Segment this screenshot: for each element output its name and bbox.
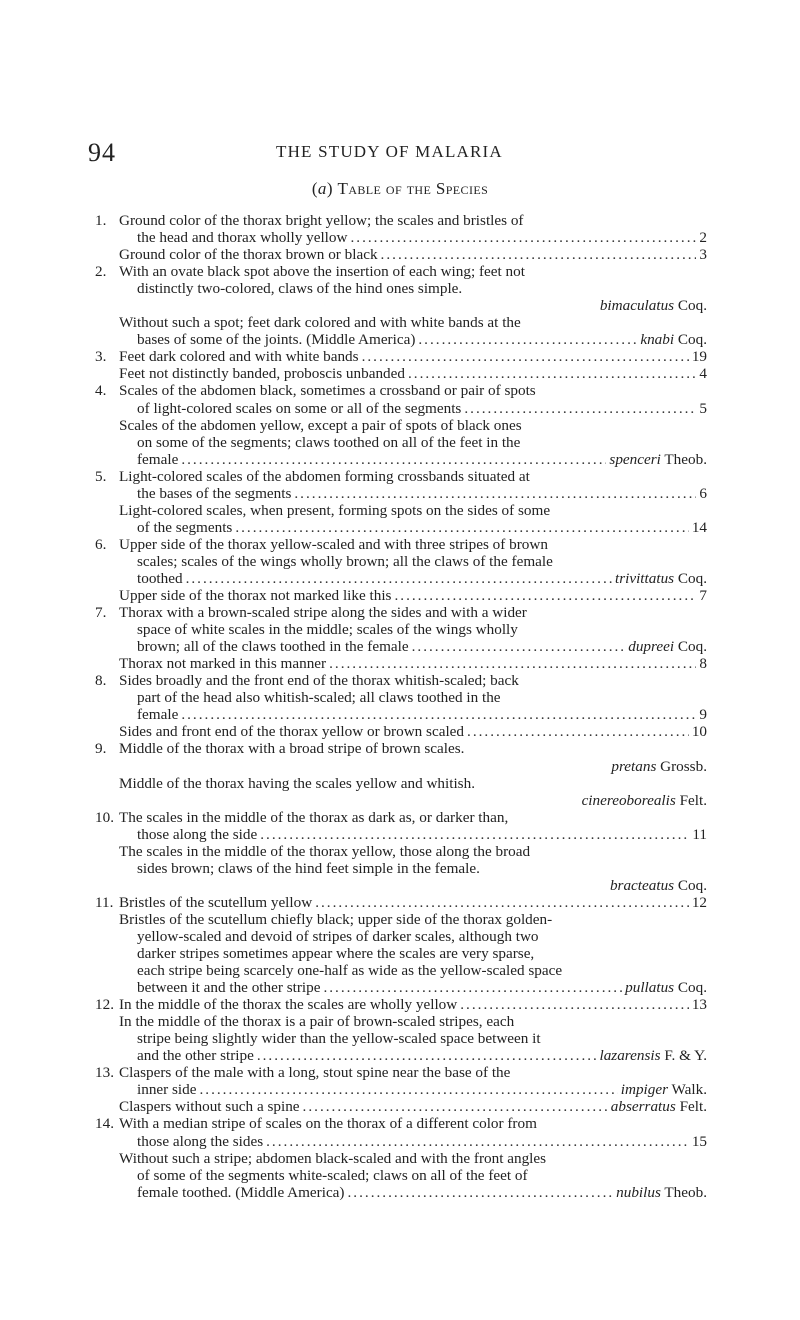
entry-text: space of white scales in the middle; scales of the wings wholly	[137, 621, 518, 639]
leader-line: those along the side ..... 11	[119, 826, 707, 843]
key-entry-9	[95, 740, 707, 808]
leader-line: the head and thorax wholly yellow ..... 2	[119, 229, 707, 246]
entry-text: Light-colored scales of the abdomen forming crossbands situated at	[119, 467, 530, 485]
leader-line: inner side ..... impiger Walk.	[119, 1081, 707, 1098]
couplet-reference: 5	[699, 399, 707, 417]
leader-line: bases of some of the joints. (Middle America) ..... knabi Coq.	[119, 331, 707, 348]
leader-line: those along the sides ..... 15	[119, 1133, 707, 1150]
entry-text-alt: Without such a stripe; abdomen black-scaled and with the front angles	[119, 1149, 547, 1167]
key-entry-10	[95, 809, 707, 894]
entry-text: Middle of the thorax with a broad stripe of brown scales.	[119, 740, 465, 758]
leader-line: of light-colored scales on some or all of the segments ..... 5	[119, 400, 707, 417]
entry-number: 3.	[95, 348, 107, 366]
key-entry-8	[95, 672, 707, 740]
leader-line: the bases of the segments ..... 6	[119, 485, 707, 502]
entry-number: 9.	[95, 740, 107, 758]
couplet-reference: 15	[691, 1132, 707, 1150]
leader-line-alt: Upper side of the thorax not marked like this ..... 7	[119, 587, 707, 604]
entry-text-alt: on some of the segments; claws toothed on all of the feet in the	[137, 433, 521, 451]
leader-line: Feet dark colored and with white bands ..... 19	[119, 348, 707, 365]
entry-text-alt: yellow-scaled and devoid of stripes of darker scales, although two	[137, 927, 539, 945]
couplet-reference: 12	[691, 893, 707, 911]
key-entry-6	[95, 536, 707, 604]
entry-number: 7.	[95, 604, 107, 622]
entry-text-alt: of some of the segments white-scaled; claws on all of the feet of	[137, 1166, 528, 1184]
key-entry-1	[95, 212, 707, 263]
couplet-reference: 4	[699, 365, 707, 383]
section-title-label: Table of the Species	[337, 179, 489, 198]
entry-text: Thorax with a brown-scaled stripe along the sides and with a wider	[119, 604, 527, 622]
key-entry-7	[95, 604, 707, 672]
couplet-reference: 14	[691, 518, 707, 536]
leader-line: In the middle of the thorax the scales are wholly yellow ..... 13	[119, 996, 707, 1013]
species-name: abserratus Felt.	[610, 1098, 707, 1116]
leader-line: Bristles of the scutellum yellow ..... 12	[119, 894, 707, 911]
leader-line-alt: Thorax not marked in this manner ..... 8	[119, 655, 707, 672]
couplet-reference: 7	[699, 587, 707, 605]
couplet-reference: 19	[691, 348, 707, 366]
entry-text-alt: In the middle of the thorax is a pair of brown-scaled stripes, each	[119, 1013, 515, 1031]
entry-text-alt: The scales in the middle of the thorax yellow, those along the broad	[119, 842, 531, 860]
leader-line-alt: Claspers without such a spine ..... abserratus Felt.	[119, 1098, 707, 1115]
entry-text: With a median stripe of scales on the thorax of a different color from	[119, 1115, 537, 1133]
species-name: impiger Walk.	[620, 1081, 707, 1099]
species-name: spenceri Theob.	[609, 450, 707, 468]
entry-text: distinctly two-colored, claws of the hind ones simple.	[137, 280, 463, 298]
entry-text: part of the head also whitish-scaled; all claws toothed in the	[137, 689, 501, 707]
entry-text-alt: each stripe being scarcely one-half as wide as the yellow-scaled space	[137, 962, 563, 980]
entry-number: 2.	[95, 263, 107, 281]
leader-line-alt: Feet not distinctly banded, proboscis unbanded ..... 4	[119, 365, 707, 382]
entry-text: scales; scales of the wings wholly brown; all the claws of the female	[137, 552, 553, 570]
section-title-prefix: (a)	[311, 179, 338, 198]
key-entry-4	[95, 382, 707, 467]
species-name: bracteatus Coq.	[609, 876, 707, 894]
leader-line: toothed ..... trivittatus Coq.	[119, 570, 707, 587]
entry-text-alt: Without such a spot; feet dark colored and with white bands at the	[119, 314, 521, 332]
entry-number: 11.	[95, 893, 114, 911]
page-number: 94	[88, 138, 116, 167]
entry-text-alt: sides brown; claws of the hind feet simple in the female.	[137, 859, 480, 877]
species-name: bimaculatus Coq.	[599, 297, 707, 315]
entry-text-alt: Light-colored scales, when present, forming spots on the sides of some	[119, 501, 551, 519]
entry-text: Ground color of the thorax bright yellow; the scales and bristles of	[119, 212, 524, 229]
entry-text: Upper side of the thorax yellow-scaled and with three stripes of brown	[119, 535, 548, 553]
leader-line-alt: Ground color of the thorax brown or black ..... 3	[119, 246, 707, 263]
entry-number: 8.	[95, 672, 107, 690]
species-name: knabi Coq.	[640, 331, 707, 349]
species-name: pullatus Coq.	[625, 979, 707, 997]
entry-number: 5.	[95, 467, 107, 485]
entry-number: 4.	[95, 382, 107, 400]
section-title	[0, 179, 800, 199]
couplet-reference: 6	[699, 484, 707, 502]
species-name: nubilus Theob.	[616, 1183, 707, 1201]
entry-text: Scales of the abdomen black, sometimes a crossband or pair of spots	[119, 382, 536, 400]
running-head: THE STUDY OF MALARIA	[276, 142, 503, 161]
couplet-reference: 11	[692, 825, 707, 843]
entry-number: 10.	[95, 808, 114, 826]
leader-line: female ..... 9	[119, 706, 707, 723]
key-entry-11	[95, 894, 707, 996]
species-name: pretans Grossb.	[611, 757, 707, 775]
entry-text: Sides broadly and the front end of the thorax whitish-scaled; back	[119, 672, 519, 690]
entry-number: 6.	[95, 535, 107, 553]
entry-number: 1.	[95, 212, 107, 229]
key-entry-2	[95, 263, 707, 348]
couplet-reference: 3	[699, 246, 707, 264]
species-name: cinereoborealis Felt.	[581, 791, 707, 809]
species-name: trivittatus Coq.	[615, 569, 707, 587]
leader-line-alt: of the segments ..... 14	[119, 519, 707, 536]
entry-number: 12.	[95, 996, 114, 1014]
entry-text: With an ovate black spot above the insertion of each wing; feet not	[119, 263, 525, 281]
couplet-reference: 2	[699, 229, 707, 247]
couplet-reference: 9	[699, 706, 707, 724]
species-key	[95, 212, 707, 1201]
entry-text: Claspers of the male with a long, stout spine near the base of the	[119, 1064, 511, 1082]
leader-line-alt: Sides and front end of the thorax yellow or brown scaled ..... 10	[119, 723, 707, 740]
key-entry-3	[95, 348, 707, 382]
leader-line: brown; all of the claws toothed in the female ..... dupreei Coq.	[119, 638, 707, 655]
key-entry-13	[95, 1064, 707, 1115]
leader-line-alt: between it and the other stripe ..... pullatus Coq.	[119, 979, 707, 996]
entry-text-alt: Middle of the thorax having the scales yellow and whitish.	[119, 774, 475, 792]
entry-number: 13.	[95, 1064, 114, 1082]
key-entry-5	[95, 468, 707, 536]
leader-line-alt: female toothed. (Middle America) ..... nubilus Theob.	[119, 1184, 707, 1201]
couplet-reference: 13	[691, 996, 707, 1014]
couplet-reference: 10	[691, 723, 707, 741]
entry-text-alt: Scales of the abdomen yellow, except a pair of spots of black ones	[119, 416, 522, 434]
species-name: lazarensis F. & Y.	[599, 1047, 707, 1065]
leader-line-alt: female ..... spenceri Theob.	[119, 451, 707, 468]
entry-text-alt: stripe being slightly wider than the yellow-scaled space between it	[137, 1030, 541, 1048]
entry-text: The scales in the middle of the thorax as dark as, or darker than,	[119, 808, 509, 826]
species-name: dupreei Coq.	[628, 638, 707, 656]
page-header	[88, 138, 700, 168]
entry-number: 14.	[95, 1115, 114, 1133]
leader-line-alt: and the other stripe ..... lazarensis F. & Y.	[119, 1047, 707, 1064]
key-entry-12	[95, 996, 707, 1064]
entry-text-alt: Bristles of the scutellum chiefly black; upper side of the thorax golden-	[119, 910, 553, 928]
entry-text-alt: darker stripes sometimes appear where the scales are very sparse,	[137, 945, 535, 963]
couplet-reference: 8	[699, 655, 707, 673]
key-entry-14	[95, 1115, 707, 1200]
